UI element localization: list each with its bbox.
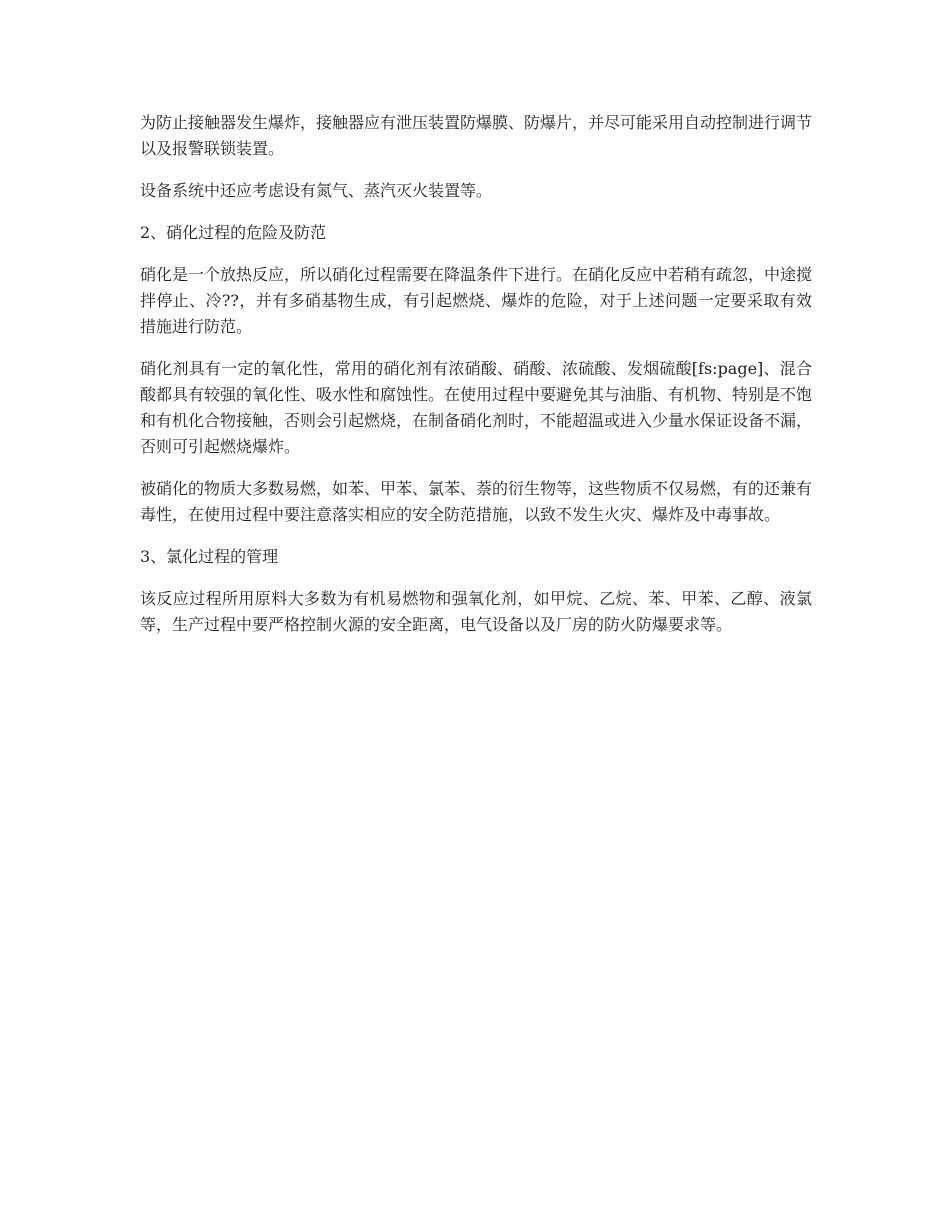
paragraph-flammable-substances: 被硝化的物质大多数易燃，如苯、甲苯、氯苯、萘的衍生物等，这些物质不仅易燃，有的还兼有毒性，在使用过程中要注意落实相应的安全防范措施，以致不发生火灾、爆炸及中毒事故。	[140, 479, 813, 524]
paragraph-chlorination-management: 该反应过程所用原料大多数为有机易燃物和强氧化剂，如甲烷、乙烷、苯、甲苯、乙醇、液氯等，生产过程中要严格控制火源的安全距离，电气设备以及厂房的防火防爆要求等。	[140, 589, 812, 634]
paragraph-contact-explosion-prevention: 为防止接触器发生爆炸，接触器应有泄压装置防爆膜、防爆片，并尽可能采用自动控制进行调节以及报警联锁装置。	[140, 113, 813, 158]
section-heading-chlorination: 3、氯化过程的管理	[140, 547, 279, 566]
paragraph-nitrating-agents: 硝化剂具有一定的氧化性，常用的硝化剂有浓硝酸、硝酸、浓硫酸、发烟硫酸[fs:page]、混合酸都具有较强的氧化性、吸水性和腐蚀性。在使用过程中要避免其与油脂、有机物、特别是不饱和有机化合物接触，否则会引起燃烧，在制备硝化剂时，不能超温或进入少量水保证设备不漏，否则可引起燃烧爆炸。	[140, 359, 813, 456]
section-heading-nitration: 2、硝化过程的危险及防范	[140, 223, 327, 242]
paragraph-nitration-reaction: 硝化是一个放热反应，所以硝化过程需要在降温条件下进行。在硝化反应中若稍有疏忽，中途搅拌停止、冷??，并有多硝基物生成，有引起燃烧、爆炸的危险，对于上述问题一定要采取有效措施进行防范。	[140, 265, 813, 336]
paragraph-fire-extinguishing: 设备系统中还应考虑设有氮气、蒸汽灭火装置等。	[140, 181, 493, 200]
document-body	[140, 110, 812, 654]
